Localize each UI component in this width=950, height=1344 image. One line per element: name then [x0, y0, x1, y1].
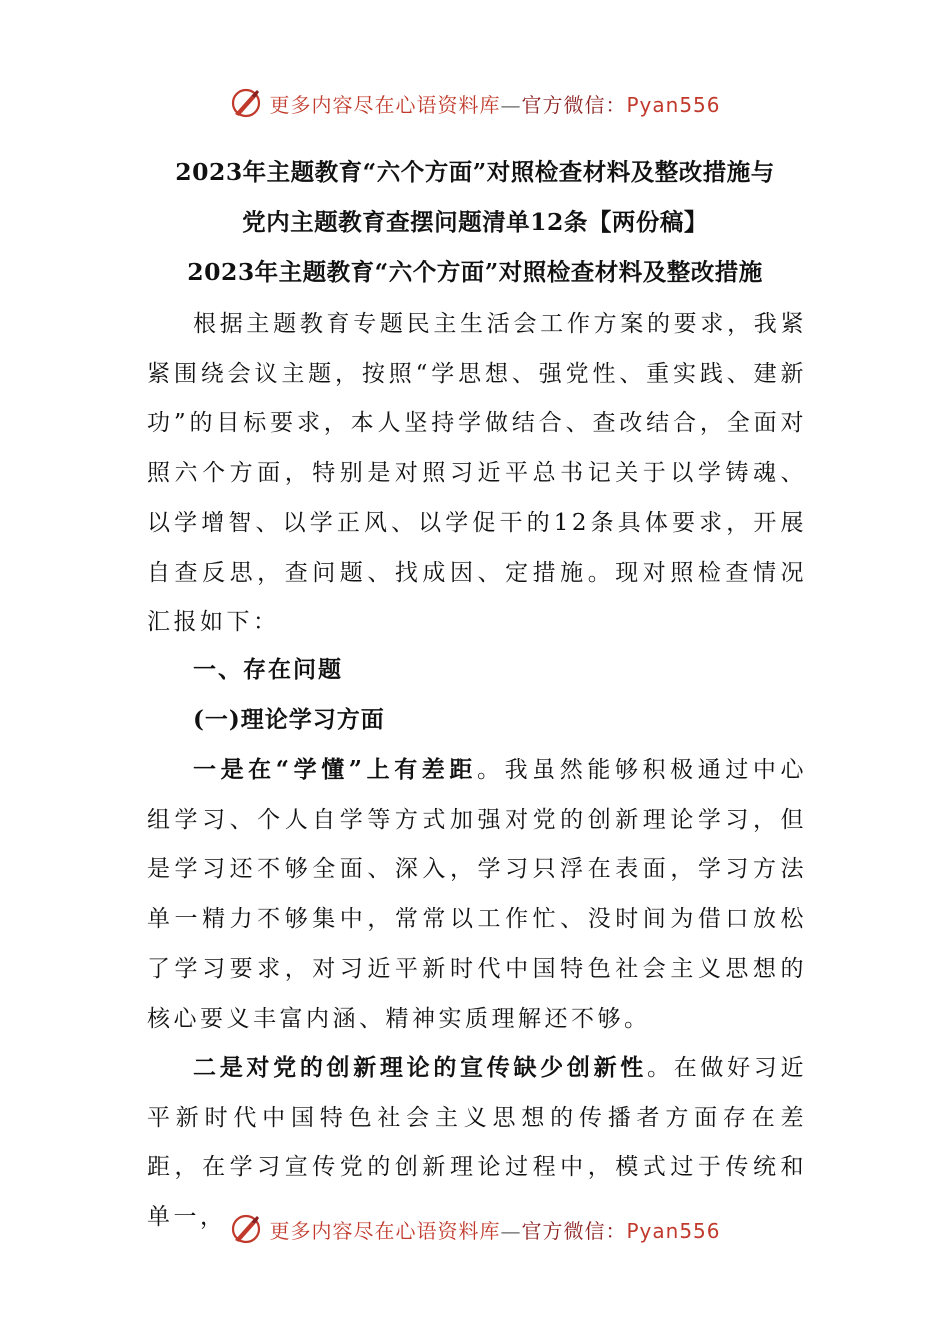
subsection-heading: (一)理论学习方面 — [193, 706, 385, 733]
section-heading: 一、存在问题 — [193, 656, 343, 683]
pen-logo-icon — [229, 86, 263, 120]
watermark-text: 更多内容尽在心语资料库—官方微信：Pyan556 — [269, 92, 721, 117]
document-title-line-1: 2023年主题教育“六个方面”对照检查材料及整改措施与 — [175, 158, 775, 186]
intro-paragraph: 根据主题教育专题民主生活会工作方案的要求，我紧紧围绕会议主题，按照“学思想、强党性、重实践、建新功”的目标要求，本人坚持学做结合、查改结合，全面对照六个方面，特别是对照习近平总书记关于以学铸魂、以学增智、以学正风、以学促干的12条具体要求，开展自查反思，查问题、找成因、定措施。现对照检查情况汇报如下： — [147, 311, 807, 636]
watermark-banner-bottom — [0, 1209, 950, 1249]
watermark-text: 更多内容尽在心语资料库—官方微信：Pyan556 — [269, 1218, 721, 1243]
issue-2-lead: 二是对党的创新理论的宣传缺少创新性 — [193, 1054, 647, 1081]
issue-1-body: 。我虽然能够积极通过中心组学习、个人自学等方式加强对党的创新理论学习，但是学习还不够全面、深入，学习只浮在表面，学习方法单一精力不够集中，常常以工作忙、没时间为借口放松了学习要求，对习近平新时代中国特色社会主义思想的核心要义丰富内涵、精神实质理解还不够。 — [147, 757, 808, 1032]
issue-2-body: 。在做好习近平新时代中国特色社会主义思想的传播者方面存在差距，在学习宣传党的创新理论过程中，模式过于传统和单一， — [147, 1055, 808, 1231]
issue-paragraph-1 — [147, 745, 807, 1044]
issue-1-lead: 一是在“学懂”上有差距 — [193, 756, 477, 783]
document-subtitle: 2023年主题教育“六个方面”对照检查材料及整改措施 — [187, 258, 763, 286]
document-title-line-2: 党内主题教育查摆问题清单12条【两份稿】 — [242, 208, 708, 236]
pen-logo-icon — [229, 1212, 263, 1246]
watermark-banner-top — [0, 83, 950, 123]
